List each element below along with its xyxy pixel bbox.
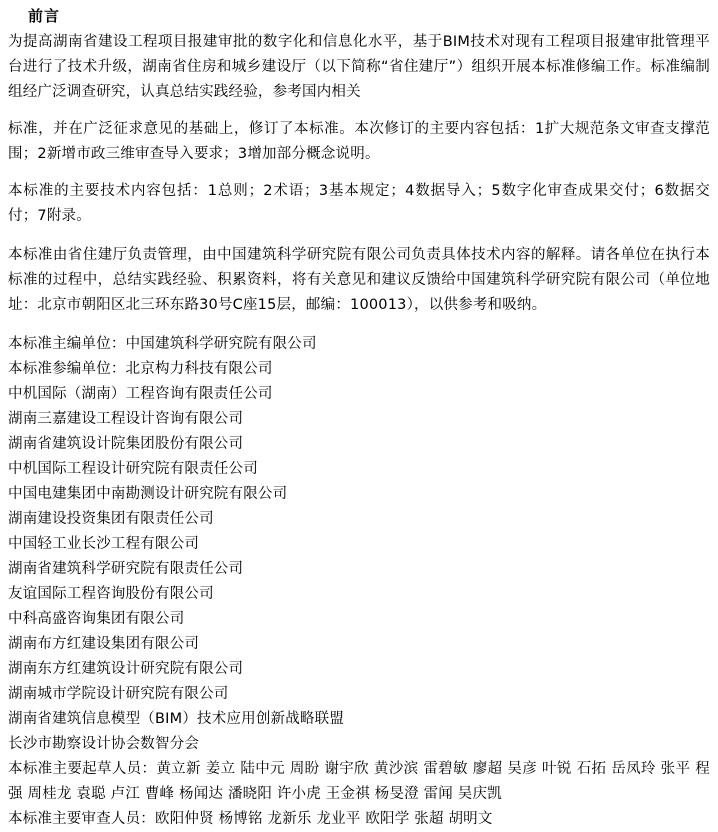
list-item: 中机国际（湖南）工程咨询有限责任公司 — [8, 386, 273, 402]
foreword-paragraph-2: 标准，并在广泛征求意见的基础上，修订了本标准。本次修订的主要内容包括：1扩大规范条文审查支撑范围；2新增市政三维审查导入要求；3增加部分概念说明。 — [8, 121, 710, 162]
credits-list — [8, 332, 710, 757]
list-item: 中科高盛咨询集团有限公司 — [8, 611, 185, 627]
drafters-paragraph: 本标准主要起草人员：黄立新 姜立 陆中元 周盼 谢宇欣 黄沙滨 雷碧敏 廖超 吴彦 叶锐 石拓 岳凤玲 张平 程强 周桂龙 袁聪 卢江 曹峰 杨闻达 潘晓阳 许小虎 王金祺 杨旻澄 雷闻 吴庆凯 — [8, 761, 710, 802]
list-item: 湖南建设投资集团有限责任公司 — [8, 511, 214, 527]
list-item: 湖南布方红建设集团有限公司 — [8, 636, 200, 652]
list-item: 湖南省建筑信息模型（BIM）技术应用创新战略联盟 — [8, 711, 345, 727]
list-item: 中机国际工程设计研究院有限责任公司 — [8, 461, 258, 477]
foreword-paragraph-3: 本标准的主要技术内容包括：1总则；2术语；3基本规定；4数据导入；5数字化审查成果交付；6数据交付；7附录。 — [8, 183, 710, 224]
reviewers-paragraph: 本标准主要审查人员：欧阳仲贤 杨博铭 龙新乐 龙业平 欧阳学 张超 胡明文 — [8, 811, 493, 827]
list-item: 本标准参编单位：北京构力科技有限公司 — [8, 361, 273, 377]
document-page — [0, 6, 718, 827]
list-item: 本标准主编单位：中国建筑科学研究院有限公司 — [8, 336, 317, 352]
list-item: 长沙市勘察设计协会数智分会 — [8, 736, 200, 752]
list-item: 湖南城市学院设计研究院有限公司 — [8, 686, 229, 702]
foreword-paragraph-4: 本标准由省住建厅负责管理，由中国建筑科学研究院有限公司负责具体技术内容的解释。请各单位在执行本标准的过程中，总结实践经验、积累资料，将有关意见和建议反馈给中国建筑科学研究院有限公司（单位地址：北京市朝阳区北三环东路30号C座15层，邮编：100013），以供参考和吸纳。 — [8, 247, 710, 313]
list-item: 湖南省建筑设计院集团股份有限公司 — [8, 436, 244, 452]
credits-spacer — [8, 318, 710, 332]
page-title: 前言 — [28, 7, 61, 25]
list-item: 中国电建集团中南勘测设计研究院有限公司 — [8, 486, 288, 502]
list-item: 湖南东方红建筑设计研究院有限公司 — [8, 661, 244, 677]
list-item: 中国轻工业长沙工程有限公司 — [8, 536, 200, 552]
list-item: 湖南三嘉建设工程设计咨询有限公司 — [8, 411, 244, 427]
list-item: 友谊国际工程咨询股份有限公司 — [8, 586, 214, 602]
foreword-paragraph-1: 为提高湖南省建设工程项目报建审批的数字化和信息化水平，基于BIM技术对现有工程项目报建审批管理平台进行了技术升级，湖南省住房和城乡建设厅（以下简称“省住建厅”）组织开展本标准修编工作。标准编制组经广泛调查研究，认真总结实践经验，参考国内相关 — [8, 34, 710, 100]
list-item: 湖南省建筑科学研究院有限责任公司 — [8, 561, 244, 577]
paragraph-spacer — [8, 229, 710, 243]
